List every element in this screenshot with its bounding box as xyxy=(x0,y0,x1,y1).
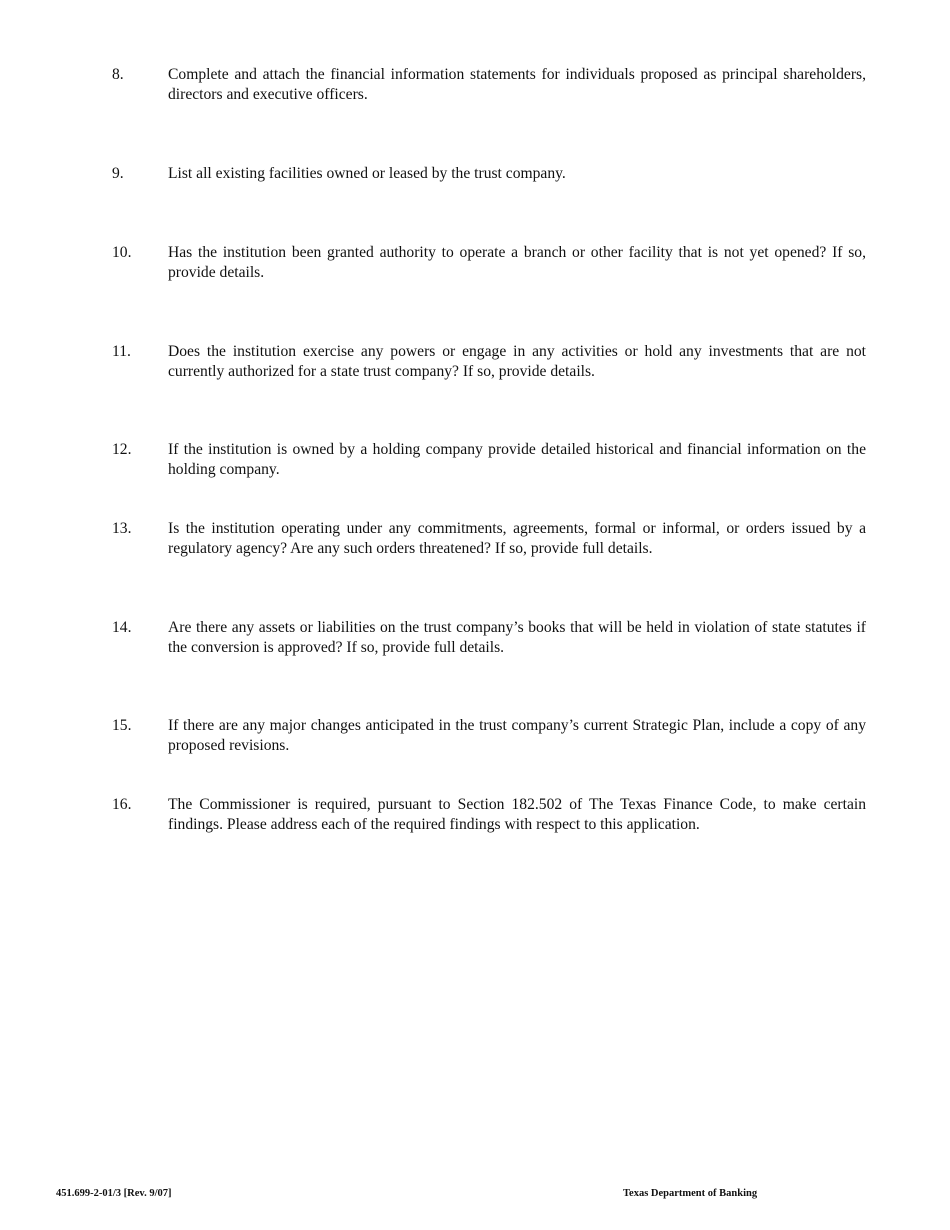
question-number: 14. xyxy=(112,619,132,636)
question-text: Does the institution exercise any powers or engage in any activities or hold any investments that are not currently authorized for a state trust company? If so, provide details. xyxy=(168,343,866,380)
question-text: If there are any major changes anticipated in the trust company’s current Strategic Plan, include a copy of any proposed revisions. xyxy=(168,717,866,754)
question-text: The Commissioner is required, pursuant to Section 182.502 of The Texas Finance Code, to make certain findings. Please address each of the required findings with respect to this application. xyxy=(168,796,866,833)
question-item-14 xyxy=(112,618,866,658)
question-text: Is the institution operating under any commitments, agreements, formal or informal, or orders issued by a regulatory agency? Are any such orders threatened? If so, provide full details. xyxy=(168,520,866,557)
question-item-9 xyxy=(112,164,866,184)
question-item-8 xyxy=(112,65,866,105)
footer-form-number: 451.699-2-01/3 [Rev. 9/07] xyxy=(56,1188,172,1199)
question-text: If the institution is owned by a holding company provide detailed historical and financial information on the holding company. xyxy=(168,441,866,478)
question-text: Are there any assets or liabilities on the trust company’s books that will be held in violation of state statutes if the conversion is approved? If so, provide full details. xyxy=(168,619,866,656)
question-item-11 xyxy=(112,342,866,382)
question-item-13 xyxy=(112,519,866,559)
question-number: 8. xyxy=(112,66,124,83)
question-item-12 xyxy=(112,440,866,480)
question-number: 11. xyxy=(112,343,131,360)
question-number: 13. xyxy=(112,520,132,537)
question-item-10 xyxy=(112,243,866,283)
question-item-15 xyxy=(112,716,866,756)
footer-agency: Texas Department of Banking xyxy=(623,1188,758,1199)
question-number: 15. xyxy=(112,717,132,734)
question-text: Complete and attach the financial information statements for individuals proposed as principal shareholders, directors and executive officers. xyxy=(168,66,866,103)
question-number: 10. xyxy=(112,244,132,261)
question-item-16 xyxy=(112,795,866,835)
question-number: 16. xyxy=(112,796,132,813)
question-number: 12. xyxy=(112,441,132,458)
question-text: List all existing facilities owned or leased by the trust company. xyxy=(168,165,566,182)
question-number: 9. xyxy=(112,165,124,182)
question-text: Has the institution been granted authority to operate a branch or other facility that is not yet opened? If so, provide details. xyxy=(168,244,866,281)
